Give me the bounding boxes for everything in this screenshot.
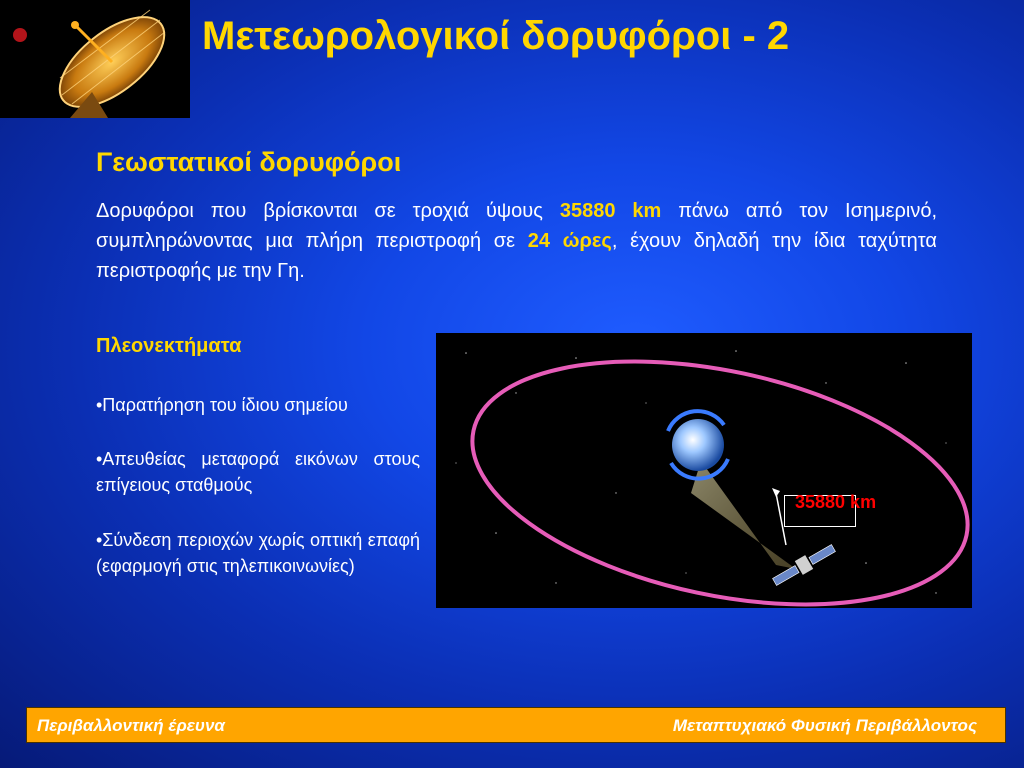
altitude-highlight: 35880 km [559,200,662,222]
intro-text-1: Δορυφόροι που βρίσκονται σε τροχιά ύψους [96,200,560,222]
intro-paragraph [96,196,937,286]
footer-right-text: Μεταπτυχιακό Φυσική Περιβάλλοντος [672,716,977,735]
slide-title: Μετεωρολογικοί δορυφόροι - 2 [202,14,790,58]
intro-text-3: , έχουν δηλαδή την ίδια ταχύτητα περιστροφής με την Γη. [96,230,937,282]
period-highlight: 24 ώρες [527,230,612,252]
geostationary-orbit-diagram [436,333,972,608]
advantage-item: •Απευθείας μεταφορά εικόνων στους επίγειους σταθμούς [96,449,420,495]
footer-left-text: Περιβαλλοντική έρευνα [37,716,225,735]
advantage-item: •Παρατήρηση του ίδιου σημείου [96,395,348,415]
orbit-ellipse [450,333,972,608]
earth-icon [668,411,728,479]
advantages-title: Πλεονεκτήματα [96,335,242,357]
satellite-dish-logo [0,0,190,118]
altitude-label: 35880 km [795,492,877,512]
footer-bar [26,707,1006,743]
advantage-item: •Σύνδεση περιοχών χωρίς οπτική επαφή (εφαρμογή στις τηλεπικοινωνίες) [96,530,420,576]
intro-text-2: πάνω από τον Ισημερινό, συμπληρώνοντας μια πλήρη περιστροφή σε [96,200,938,252]
satellite-dish-icon [0,0,190,118]
section-title: Γεωστατικοί δορυφόροι [96,147,402,177]
